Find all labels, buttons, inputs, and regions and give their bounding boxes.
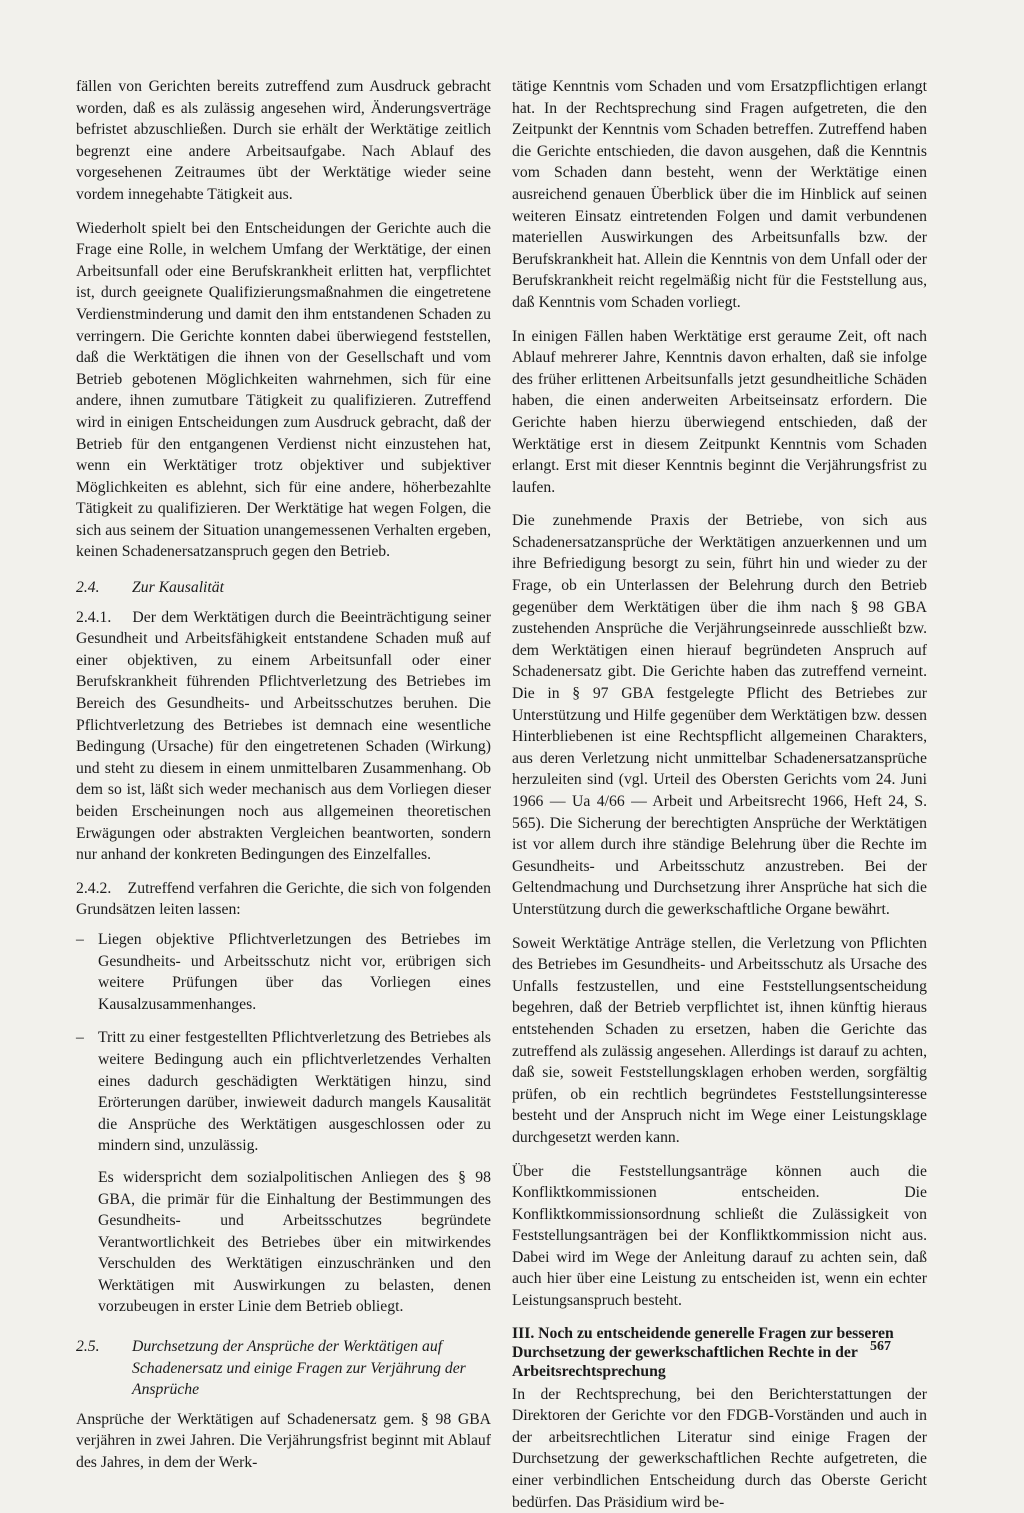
right-column: [512, 76, 927, 1513]
section-number: 2.4.2.: [76, 879, 112, 897]
section-number: 2.5.: [76, 1338, 100, 1356]
left-column: [76, 76, 491, 1474]
paragraph: In einigen Fällen haben Werktätige erst geraume Zeit, oft nach Ablauf mehrerer Jahre, Kenntnis davon erhalten, daß sie infolge des früher erlittenen Arbeitsunfalls jetzt gesundheitliche Schäden haben, die einen anderweiten Arbeitseinsatz erfordern. Die Gerichte haben hierzu überwiegend entschieden, daß der Werktätige erst in diesem Zeitpunkt Kenntnis vom Schaden erlangt. Erst mit dieser Kenntnis beginnt die Verjährungsfrist zu laufen.: [512, 327, 927, 496]
paragraph-2-4-1: [76, 607, 491, 866]
section-heading-iii: III. Noch zu entscheidende generelle Fragen zur besseren Durchsetzung der gewerkschaftlichen Rechte in der Arbeitsrechtsprechung: [512, 1324, 894, 1380]
indented-paragraph: Es widerspricht dem sozialpolitischen Anliegen des § 98 GBA, die primär für die Einhaltung der Bestimmungen des Gesundheits- und Arbeitsschutzes begründete Verantwortlichkeit des Betriebes über ein mitwirkendes Verschulden des Werktätigen einzuschränken und den Werktätigen mit Auswirkungen zu belasten, denen vorzubeugen in erster Linie dem Betrieb obliegt.: [98, 1168, 491, 1316]
section-heading-2-5: [76, 1336, 491, 1401]
paragraph: In der Rechtsprechung, bei den Berichterstattungen der Direktoren der Gerichte vor den FDGB-Vorständen und auch in der arbeitsrechtlichen Literatur sind einige Fragen der Durchsetzung der gewerkschaftlichen Rechte aufgetreten, die einer verbindlichen Entscheidung durch das Oberste Gericht bedürfen. Das Präsidium wird be-: [512, 1385, 927, 1511]
page-number: 567: [870, 1339, 891, 1354]
paragraph-2-4-2: [76, 878, 491, 921]
paragraph: tätige Kenntnis vom Schaden und vom Ersatzpflichtigen erlangt hat. In der Rechtsprechung sind Fragen aufgetreten, die den Zeitpunkt der Kenntnis vom Schaden betreffen. Zutreffend haben die Gerichte entschieden, die davon ausgehen, daß die Kenntnis vom Schaden dann besteht, wenn der Werktätige einen ausreichend genauen Überblick über die im Hinblick auf seinen weiteren Einsatz eintretenden Folgen und damit verbundenen materiellen Auswirkungen des Arbeitsunfalls bzw. der Berufskrankheit hat. Allein die Kenntnis von dem Unfall oder der Berufskrankheit reicht regelmäßig nicht für die Feststellung aus, daß Kenntnis vom Schaden vorliegt.: [512, 78, 927, 311]
paragraph: fällen von Gerichten bereits zutreffend zum Ausdruck gebracht worden, daß es als zulässig angesehen wird, Änderungsverträge befristet abzuschließen. Durch sie erhält der Werktätige zeitlich begrenzt eine andere Arbeitsaufgabe. Nach Ablauf des vorgesehenen Zeitraumes übt der Werktätige wieder seine vordem innegehabte Tätigkeit aus.: [76, 78, 491, 203]
section-title: Durchsetzung der Ansprüche der Werktätigen auf Schadenersatz und einige Fragen zur Verjährung der Ansprüche: [132, 1338, 466, 1399]
section-number: 2.4.1.: [76, 608, 112, 626]
section-heading-2-4: [76, 577, 491, 599]
section-number: 2.4.: [76, 579, 100, 597]
dash-marker: –: [76, 930, 84, 948]
paragraph: Über die Feststellungsanträge können auch die Konfliktkommissionen entscheiden. Die Konfliktkommissionsordnung schließt die Zulässigkeit von Feststellungsanträgen bei der Konfliktkommission nicht aus. Dabei wird im Wege der Anleitung darauf zu achten sein, daß auch hier über eine Leistung zu entscheiden ist, wenn ein echter Leistungsanspruch besteht.: [512, 1162, 927, 1310]
section-text: Zutreffend verfahren die Gerichte, die sich von folgenden Grundsätzen leiten lassen:: [76, 879, 491, 919]
list-item: [76, 929, 491, 1015]
list-item-text: Liegen objektive Pflichtverletzungen des Betriebes im Gesundheits- und Arbeitsschutz nicht vor, erübrigen sich weitere Prüfungen über das Vorliegen eines Kausalzusammenhanges.: [98, 930, 491, 1013]
paragraph: Wiederholt spielt bei den Entscheidungen der Gerichte auch die Frage eine Rolle, in welchem Umfang der Werktätige, der einen Arbeitsunfall oder eine Berufskrankheit erlitten hat, verpflichtet ist, durch geeignete Qualifizierungsmaßnahmen die eingetretene Verdienstminderung und damit den ihm entstandenen Schaden zu verringern. Die Gerichte konnten dabei überwiegend feststellen, daß die Werktätigen die ihnen von der Gesellschaft und vom Betrieb gebotenen Möglichkeiten wahrnehmen, sich für eine andere, ihnen zumutbare Tätigkeit zu qualifizieren. Zutreffend wird in einigen Entscheidungen zum Ausdruck gebracht, daß der Betrieb für den entgangenen Verdienst nicht einzustehen hat, wenn ein Werktätiger trotz objektiver und subjektiver Möglichkeiten es ablehnt, sich für eine andere, höherbezahlte Tätigkeit zu qualifizieren. Der Werktätige hat wegen Folgen, die sich aus seinem der Situation unangemessenen Verhalten ergeben, keinen Schadenersatzanspruch gegen den Betrieb.: [76, 219, 491, 561]
paragraph: Ansprüche der Werktätigen auf Schadenersatz gem. § 98 GBA verjähren in zwei Jahren. Die Verjährungsfrist beginnt mit Ablauf des Jahres, in dem der Werk-: [76, 1410, 491, 1472]
section-text: Der dem Werktätigen durch die Beeinträchtigung seiner Gesundheit und Arbeitsfähigkeit entstandene Schaden muß auf einer objektiven, zu einem Arbeitsunfall oder einer Berufskrankheit führenden Pflichtverletzung des Betriebes im Bereich des Gesundheits- und Arbeitsschutzes beruhen. Die Pflichtverletzung des Betriebes ist demnach eine wesentliche Bedingung (Ursache) für den eingetretenen Schaden (Wirkung) und steht zu diesem in einem unmittelbaren Zusammenhang. Ob dem so ist, läßt sich weder mechanisch aus dem Vorliegen dieser beiden Erscheinungen noch aus allgemeinen theoretischen Erwägungen oder abstrakten Vergleichen beantworten, sondern nur anhand der konkreten Bedingungen des Einzelfalles.: [76, 608, 491, 864]
list-item: [76, 1027, 491, 1157]
paragraph: Soweit Werktätige Anträge stellen, die Verletzung von Pflichten des Betriebes im Gesundheits- und Arbeitsschutz als Ursache des Unfalls festzustellen, und eine Feststellungsentscheidung begehren, daß der Betrieb verpflichtet ist, ihnen künftig hieraus entstehenden Schaden zu ersetzen, haben die Gerichte das zutreffend als zulässig angesehen. Allerdings ist darauf zu achten, daß sie, soweit Feststellungsklagen erhoben werden, sorgfältig prüfen, ob ein rechtlich begründetes Feststellungsinteresse besteht und der Anspruch nicht im Wege einer Leistungsklage durchgesetzt werden kann.: [512, 934, 927, 1146]
dash-marker: –: [76, 1029, 84, 1047]
paragraph: Die zunehmende Praxis der Betriebe, von sich aus Schadenersatzansprüche der Werktätigen anzuerkennen und um ihre Befriedigung besorgt zu sein, führt hin und wieder zu der Frage, ob ein Unterlassen der Belehrung durch den Betrieb gegenüber dem Werktätigen über die ihm nach § 98 GBA zustehenden Ansprüche die Verjährungseinrede ausschließt bzw. dem Werktätigen einen hierauf begründeten Anspruch auf Schadenersatz gibt. Die Gerichte haben das zutreffend verneint. Die in § 97 GBA festgelegte Pflicht des Betriebes zur Unterstützung und Hilfe gegenüber dem Werktätigen bzw. dessen Hinterbliebenen ist eine Rechtspflicht allgemeinen Charakters, aus deren Verletzung nicht unmittelbar Schadenersatzansprüche herzuleiten sind (vgl. Urteil des Obersten Gerichts vom 24. Juni 1966 — Ua 4/66 — Arbeit und Arbeitsrecht 1966, Heft 24, S. 565). Die Sicherung der berechtigten Ansprüche der Werktätigen ist vor allem durch ihre ständige Belehrung über die Rechte im Gesundheits- und Arbeitsschutz anzustreben. Bei der Geltendmachung und Durchsetzung ihrer Ansprüche hat sich die Unterstützung durch die gewerkschaftliche Organe bewährt.: [512, 512, 927, 918]
list-item-text: Tritt zu einer festgestellten Pflichtverletzung des Betriebes als weitere Bedingung auch ein pflichtverletzendes Verhalten eines dadurch geschädigten Werktätigen hinzu, sind Erörterungen darüber, inwieweit dadurch mangels Kausalität die Ansprüche des Werktätigen ausgeschlossen oder zu mindern sind, unzulässig.: [98, 1029, 491, 1155]
section-title: Zur Kausalität: [132, 579, 224, 597]
